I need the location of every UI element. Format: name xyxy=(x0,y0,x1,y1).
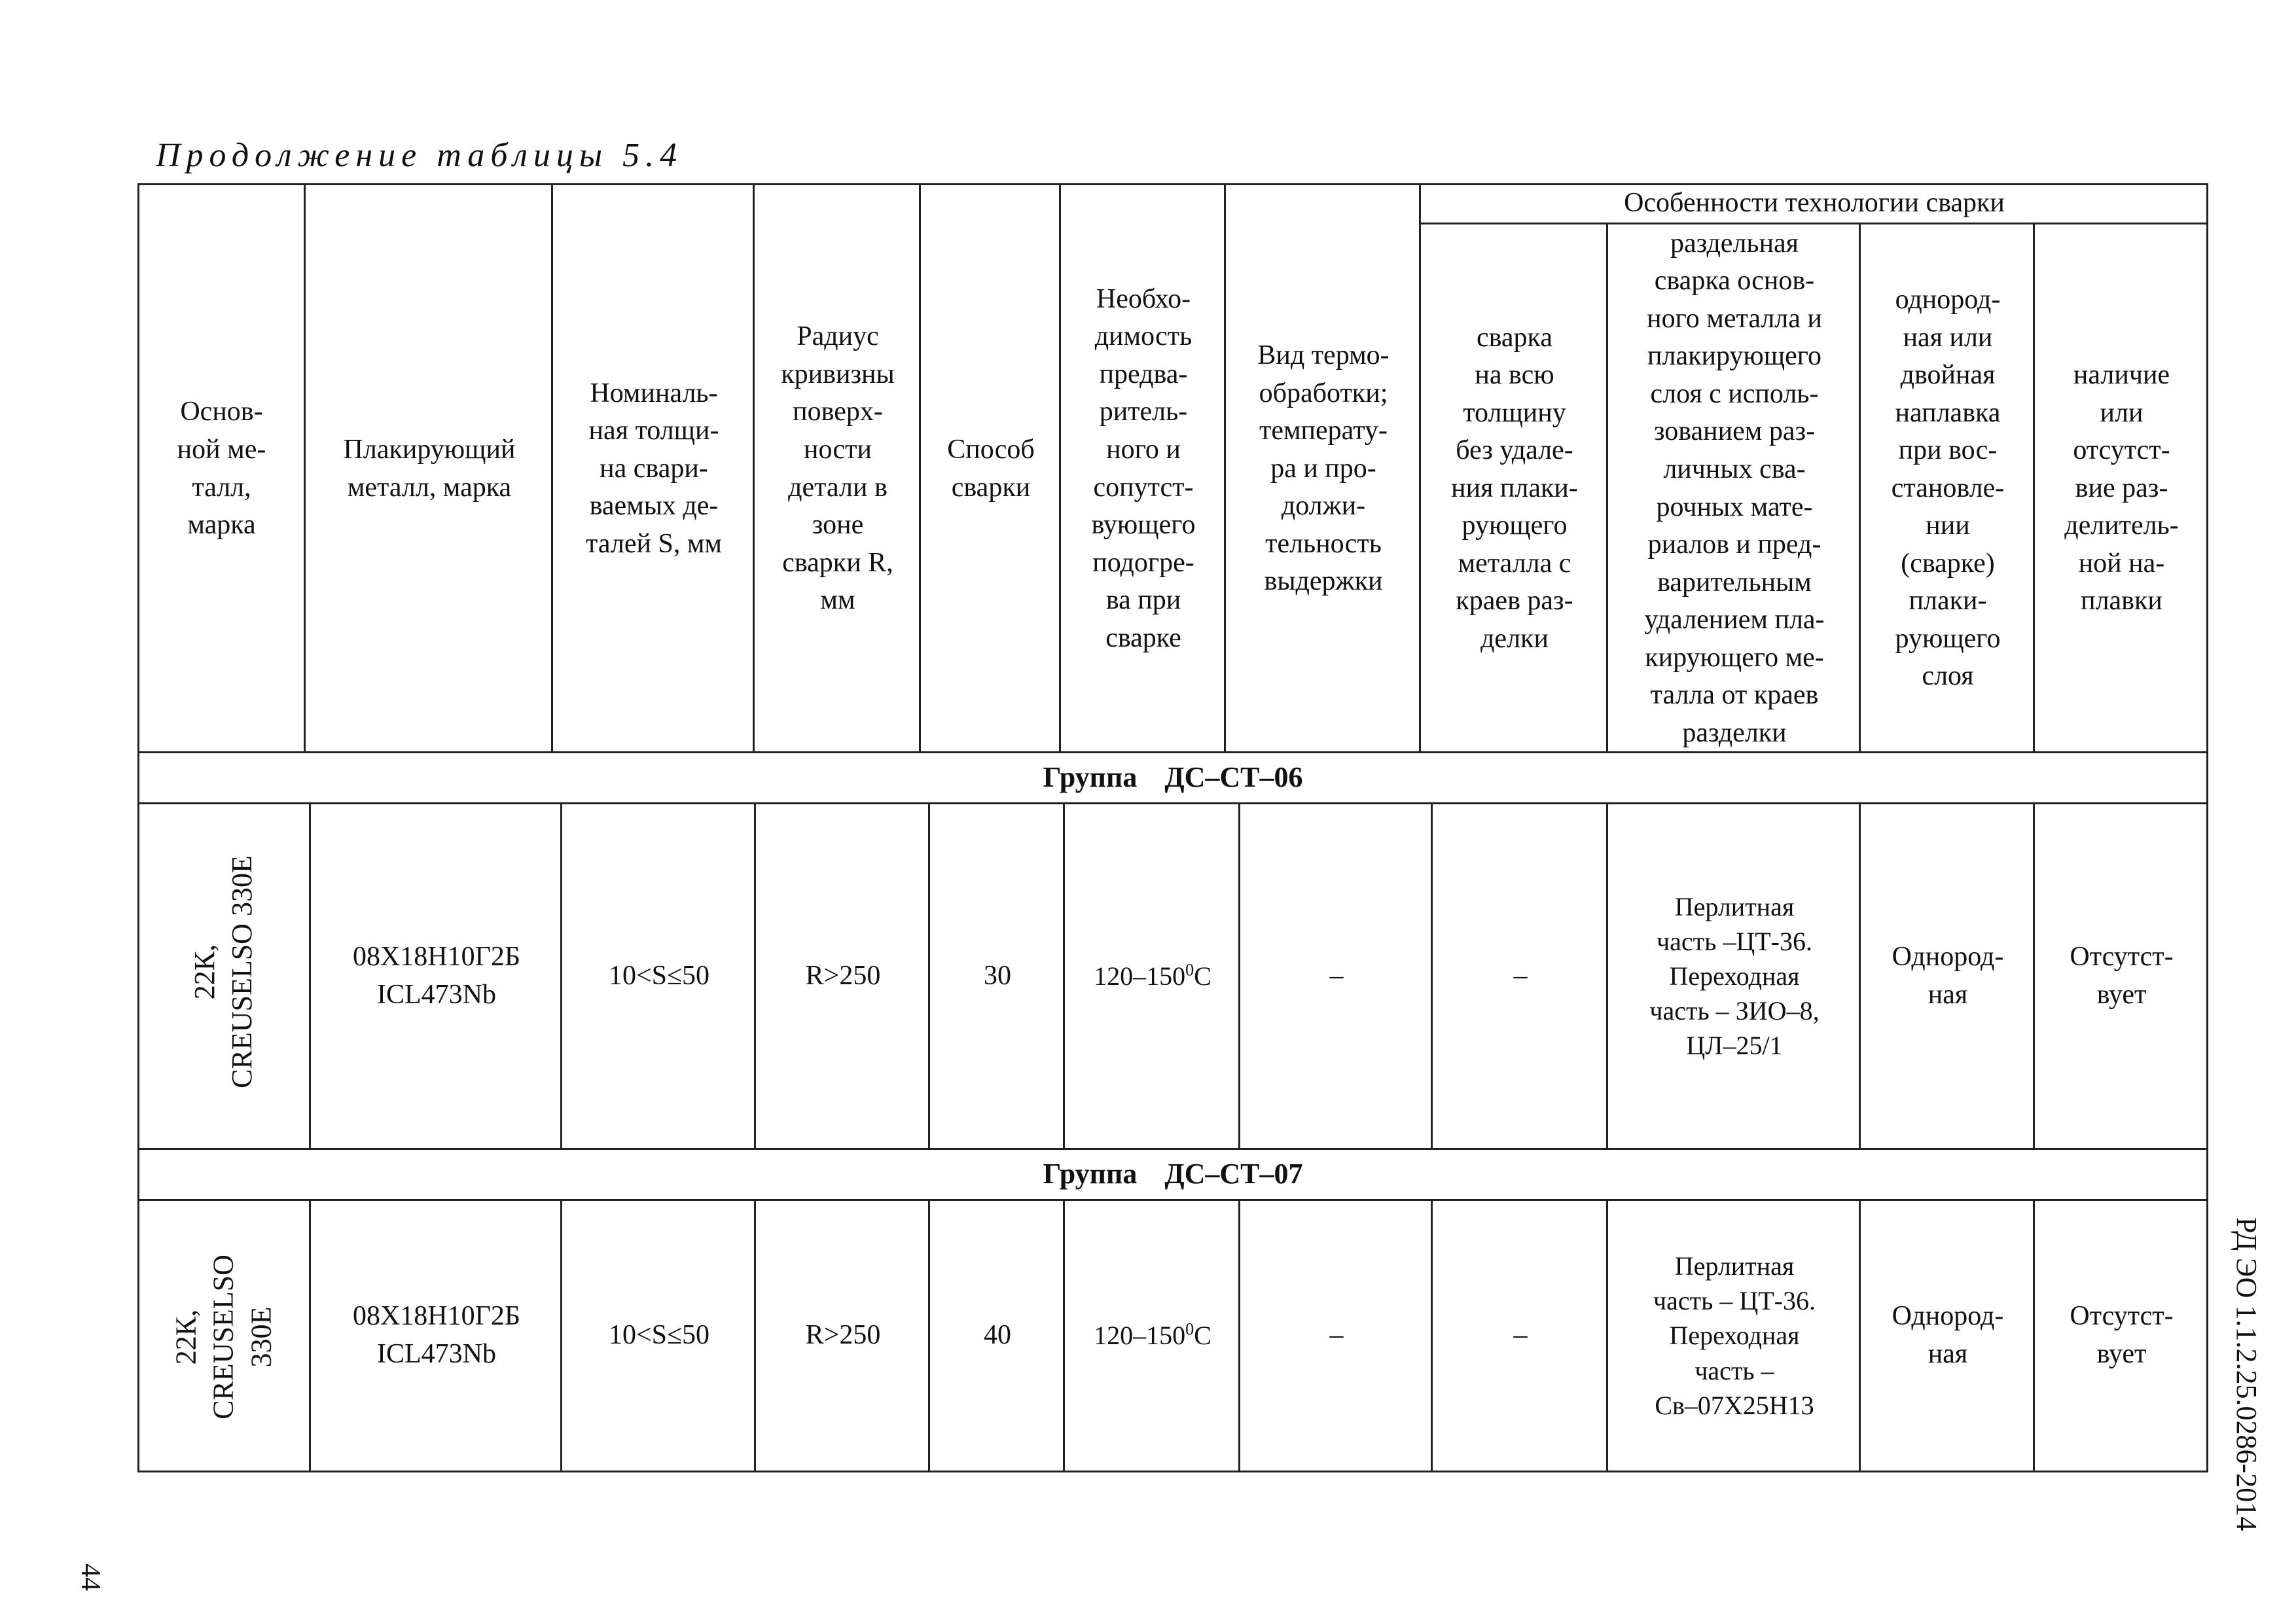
table-rule xyxy=(137,1471,2208,1472)
method-cell: 30 xyxy=(984,960,1011,991)
header-cell xyxy=(306,185,553,753)
separating-layer-cell: Отсутст- вует xyxy=(2070,1301,2174,1369)
header-text: Основ- ной ме- талл, марка xyxy=(177,397,266,541)
radius-cell: R>250 xyxy=(805,960,881,991)
header-text: Вид термо- обработки; температу- ра и про- должи- тельность выдержки xyxy=(1257,340,1390,597)
header-text: Плакирующий металл, марка xyxy=(343,434,516,503)
header-cell xyxy=(2035,224,2208,753)
table-caption: Продолжение таблицы 5.4 xyxy=(156,137,683,174)
header-cell xyxy=(553,185,755,753)
header-cell xyxy=(1421,224,1608,753)
header-cell xyxy=(1061,185,1226,753)
header-text: Способ сварки xyxy=(947,434,1035,503)
header-text: наличие или отсутст- вие раз- делитель- ной на- плавки xyxy=(2064,360,2179,616)
heat-treatment-cell: – xyxy=(1329,960,1344,991)
header-cell xyxy=(1226,185,1421,753)
overlay-cell: Однород- ная xyxy=(1892,941,2004,1010)
radius-cell: R>250 xyxy=(805,1320,881,1351)
separate-welding-cell: Перлитная часть – ЦТ-36. Переходная часть – Св–07Х25Н13 xyxy=(1653,1251,1816,1420)
document-code: РД ЭО 1.1.2.25.0286-2014 xyxy=(2231,1217,2263,1531)
header-cell xyxy=(1861,224,2035,753)
clad-metal-cell: 08Х18Н10Г2Б ICL473Nb xyxy=(352,941,521,1010)
page-number: 44 xyxy=(75,1563,105,1591)
base-metal-cell: 22К, CREUSELSO 330E xyxy=(188,855,258,1088)
group-title: Группа ДС–СТ–06 xyxy=(1043,761,1303,794)
full-thickness-cell: – xyxy=(1513,960,1528,991)
header-cell xyxy=(755,185,921,753)
header-cell xyxy=(1608,224,1861,753)
separate-welding-cell: Перлитная часть –ЦТ-36. Переходная часть – ЗИО–8, ЦЛ–25/1 xyxy=(1649,891,1820,1061)
header-text: Необхо- димость предва- ритель- ного и сопутст- вующего подогре- ва при сварке xyxy=(1091,283,1196,653)
separating-layer-cell: Отсутст- вует xyxy=(2070,941,2174,1010)
clad-metal-cell: 08Х18Н10Г2Б ICL473Nb xyxy=(352,1301,521,1369)
header-text: сварка на всю толщину без удале- ния плаки- рующего металла с краев раз- делки xyxy=(1451,322,1578,654)
preheat-cell: $120-150^0C$ xyxy=(1094,1320,1211,1351)
group-header: Особенности технологии сварки xyxy=(1624,188,2005,219)
preheat-cell: $120-150^0C$ xyxy=(1094,960,1211,991)
thickness-cell: 10<S≤50 xyxy=(608,960,710,991)
header-text: Радиус кривизны поверх- ности детали в зоне сварки R, мм xyxy=(781,321,895,616)
base-metal-cell: 22К, CREUSELSO 330E xyxy=(170,1255,278,1419)
header-cell xyxy=(921,185,1061,753)
full-thickness-cell: – xyxy=(1513,1320,1528,1351)
thickness-cell: 10<S≤50 xyxy=(608,1320,710,1351)
group-title: Группа ДС–СТ–07 xyxy=(1043,1158,1303,1190)
method-cell: 40 xyxy=(984,1320,1011,1351)
header-text: Номиналь- ная толщи- на свари- ваемых де- талей S, мм xyxy=(586,378,722,559)
header-text: раздельная сварка основ- ного металла и плакирующего слоя с исполь- зованием раз- личных сва- рочных мате- риалов и пред- варительным удалением пла- кирующего ме- талла от краев разделки xyxy=(1644,228,1825,748)
overlay-cell: Однород- ная xyxy=(1892,1301,2004,1369)
heat-treatment-cell: – xyxy=(1329,1320,1344,1351)
header-cell xyxy=(137,185,306,753)
header-text: однород- ная или двойная наплавка при вос- становле- нии (сварке) плаки- рующего слоя xyxy=(1891,285,2005,692)
